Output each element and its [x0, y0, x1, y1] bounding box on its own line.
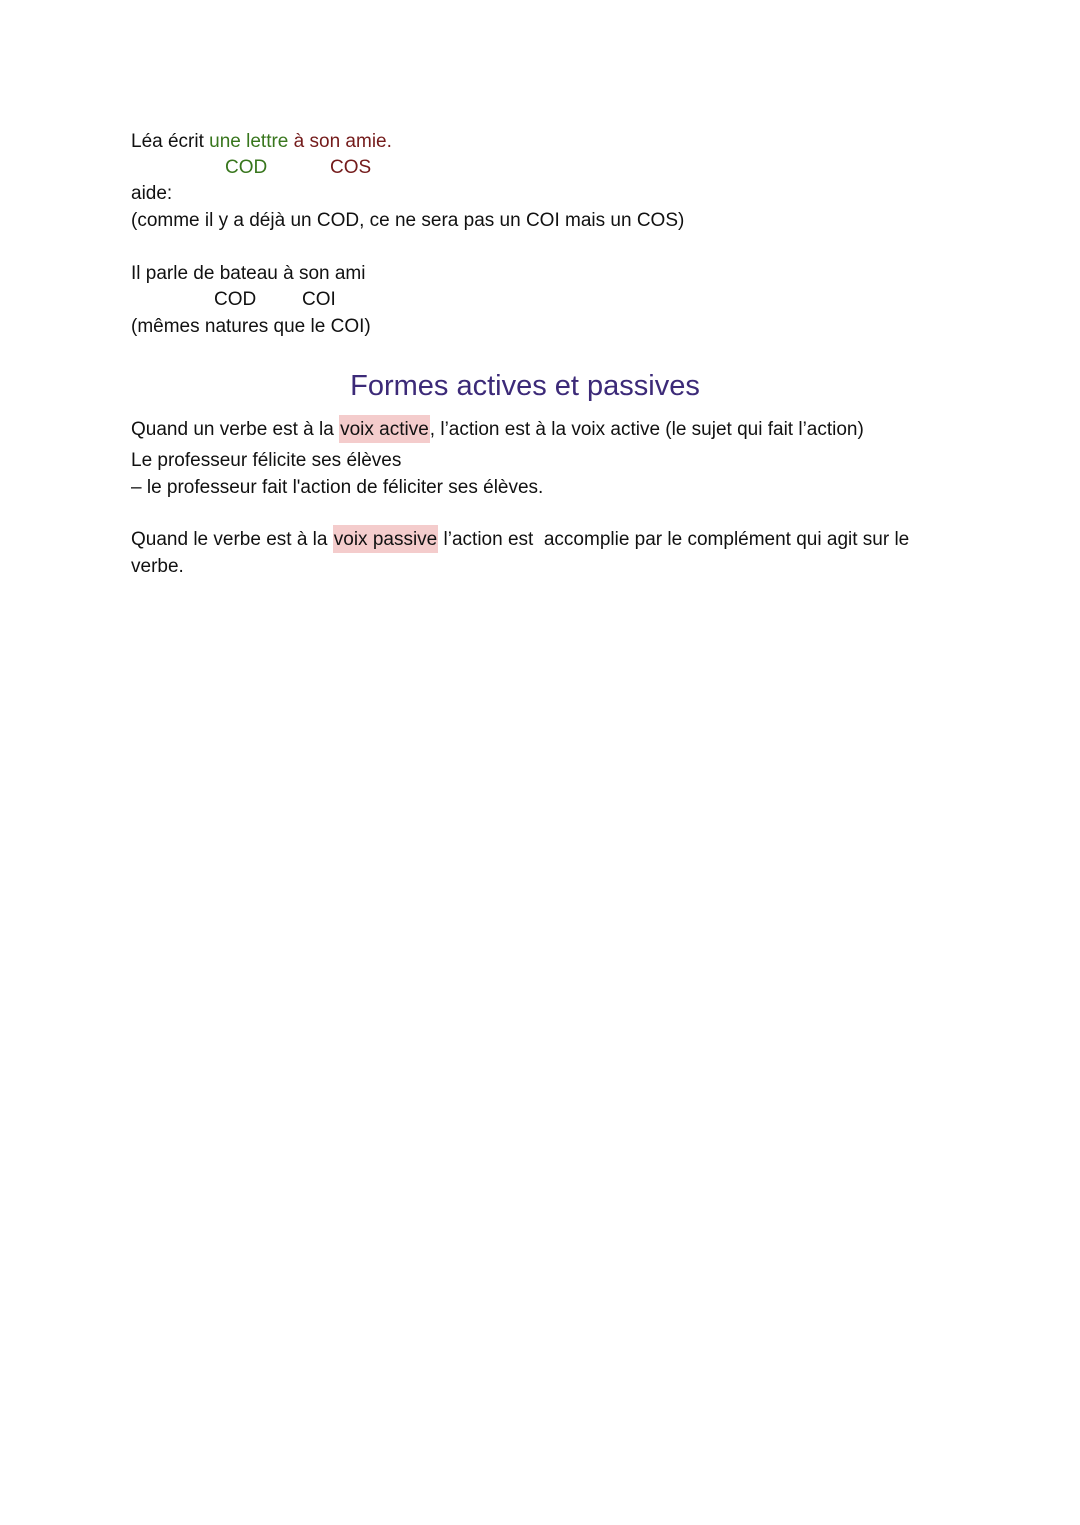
label-coi: COI	[302, 289, 336, 310]
passive-paragraph-line2: verbe.	[131, 556, 184, 577]
example-sentence: Le professeur félicite ses élèves	[131, 450, 402, 471]
aide-note: (comme il y a déjà un COD, ce ne sera pas un COI mais un COS)	[131, 210, 685, 231]
label-cod: COD	[225, 157, 268, 178]
passive-highlight: voix passive	[333, 525, 439, 553]
aide-label: aide:	[131, 183, 173, 204]
active-prefix: Quand un verbe est à la	[131, 419, 340, 440]
sentence-lea	[131, 130, 392, 154]
sentence-bateau: Il parle de bateau à son ami	[131, 263, 366, 284]
passive-prefix: Quand le verbe est à la	[131, 529, 333, 550]
passive-suffix: l’action est accomplie par le complément qui agit sur le	[438, 529, 910, 550]
label-cod-2: COD	[214, 289, 257, 310]
sentence-prefix: Léa écrit	[131, 131, 210, 152]
cos-phrase: à son amie.	[288, 131, 392, 152]
passive-paragraph	[131, 528, 909, 552]
section-title: Formes actives et passives	[350, 370, 700, 402]
active-paragraph	[131, 418, 864, 442]
coi-note: (mêmes natures que le COI)	[131, 316, 371, 337]
active-suffix: , l’action est à la voix active (le sujet qui fait l’action)	[429, 419, 864, 440]
example-note: – le professeur fait l'action de féliciter ses élèves.	[131, 477, 544, 498]
active-highlight: voix active	[339, 415, 430, 443]
cod-phrase: une lettre	[209, 131, 289, 152]
label-cos: COS	[330, 157, 372, 178]
